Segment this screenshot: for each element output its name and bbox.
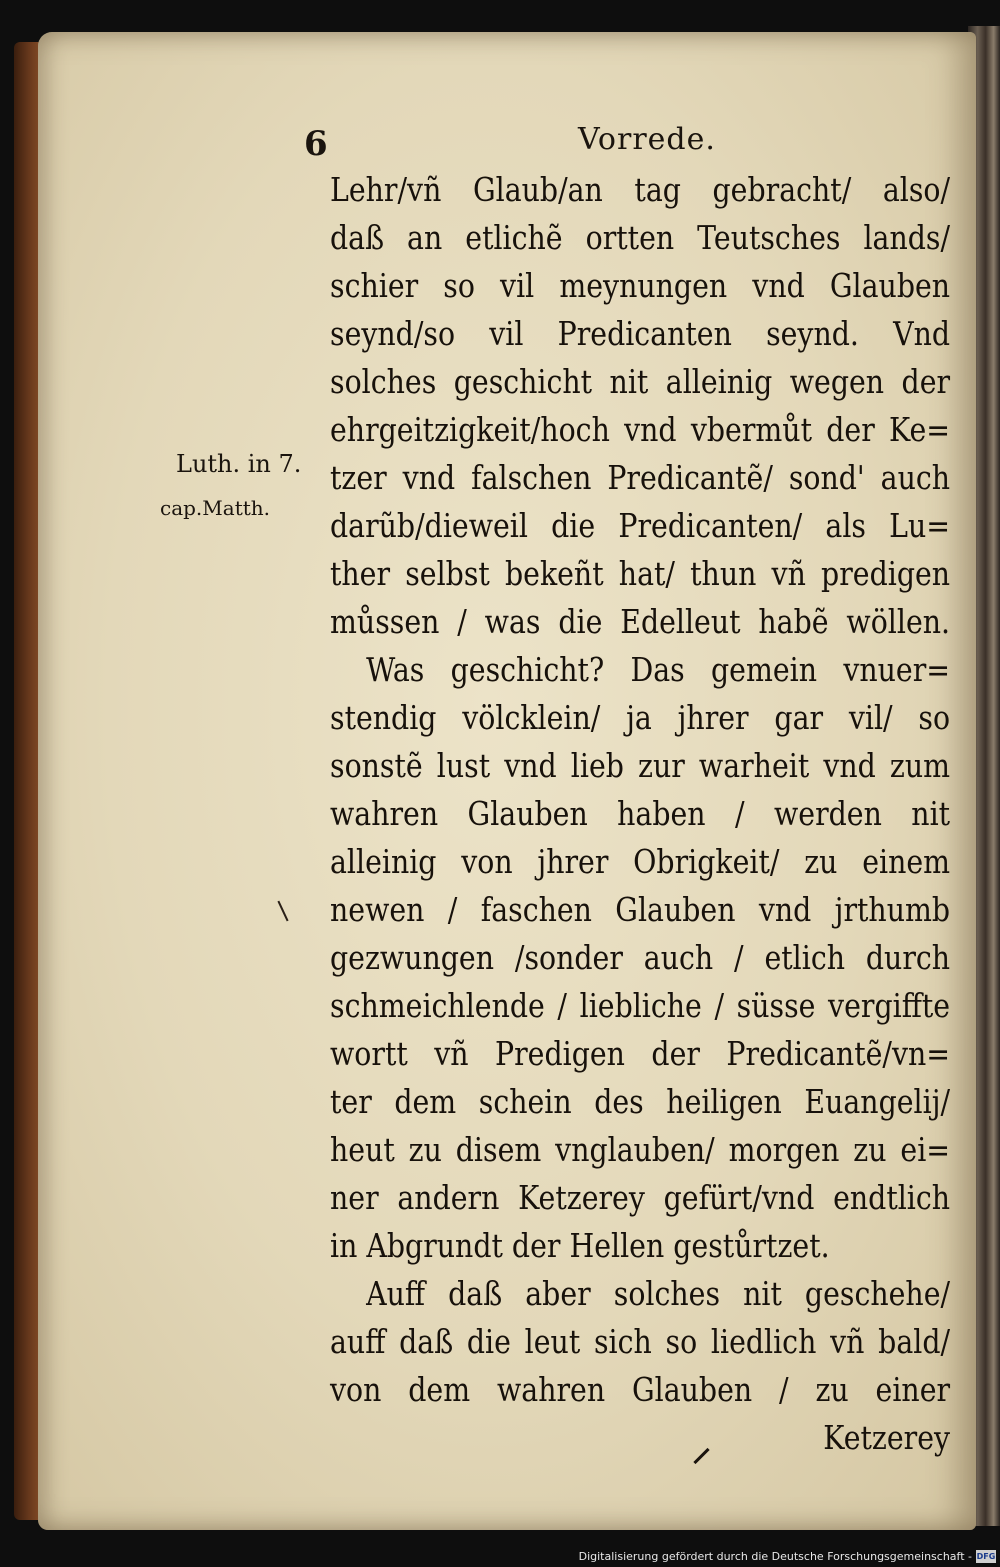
text-line: gezwungen /sonder auch / etlich durch — [330, 938, 951, 977]
text-line: von dem wahren Glauben / zu einer — [330, 1370, 951, 1409]
text-line: Was geschicht? Das gemein vnuer= — [366, 650, 951, 689]
text-line: schmeichlende / liebliche / süsse vergiffte — [330, 986, 951, 1025]
margin-note: cap.Matth. — [160, 496, 270, 520]
digitization-credit: Digitalisierung gefördert durch die Deutsche Forschungsgemeinschaft - — [578, 1550, 972, 1563]
text-line: ter dem schein des heiligen Euangelij/ — [330, 1082, 951, 1121]
text-line: daß an etlichẽ ortten Teutsches lands/ — [330, 218, 951, 257]
text-line: tzer vnd falschen Predicantẽ/ sond' auch — [330, 458, 951, 497]
text-line: Auff daß aber solches nit geschehe/ — [366, 1274, 951, 1313]
text-line: alleinig von jhrer Obrigkeit/ zu einem — [330, 842, 951, 881]
text-line: wahren Glauben haben / werden nit — [330, 794, 951, 833]
margin-note: Luth. in 7. — [176, 450, 302, 478]
text-line: in Abgrundt der Hellen gestůrtzet. — [330, 1226, 830, 1265]
text-line: newen / faschen Glauben vnd jrthumb — [330, 890, 951, 929]
text-line: seynd/so vil Predicanten seynd. Vnd — [330, 314, 951, 353]
text-line: sonstẽ lust vnd lieb zur warheit vnd zum — [330, 746, 951, 785]
text-line: ehrgeitzigkeit/hoch vnd vbermůt der Ke= — [330, 410, 951, 449]
body-text — [330, 166, 950, 1462]
text-line: darũb/dieweil die Predicanten/ als Lu= — [330, 506, 951, 545]
text-line: Lehr/vñ Glaub/an tag gebracht/ also/ — [330, 170, 951, 209]
running-head: Vorrede. — [578, 122, 716, 157]
text-line: wortt vñ Predigen der Predicantẽ/vn= — [330, 1034, 951, 1073]
text-line: schier so vil meynungen vnd Glauben — [330, 266, 951, 305]
text-line: solches geschicht nit alleinig wegen der — [330, 362, 951, 401]
text-line: ner andern Ketzerey gefürt/vnd endtlich — [330, 1178, 951, 1217]
page-number: 6 — [304, 124, 328, 164]
text-line: stendig völcklein/ ja jhrer gar vil/ so — [330, 698, 951, 737]
text-line: ther selbst bekeñt hat/ thun vñ predigen — [330, 554, 951, 593]
text-line: můssen / was die Edelleut habẽ wöllen. — [330, 602, 951, 641]
catchword: Ketzerey — [823, 1418, 951, 1457]
dfg-logo: DFG — [976, 1552, 996, 1561]
text-line: auff daß die leut sich so liedlich vñ bald/ — [330, 1322, 951, 1361]
text-line: heut zu disem vnglauben/ morgen zu ei= — [330, 1130, 951, 1169]
